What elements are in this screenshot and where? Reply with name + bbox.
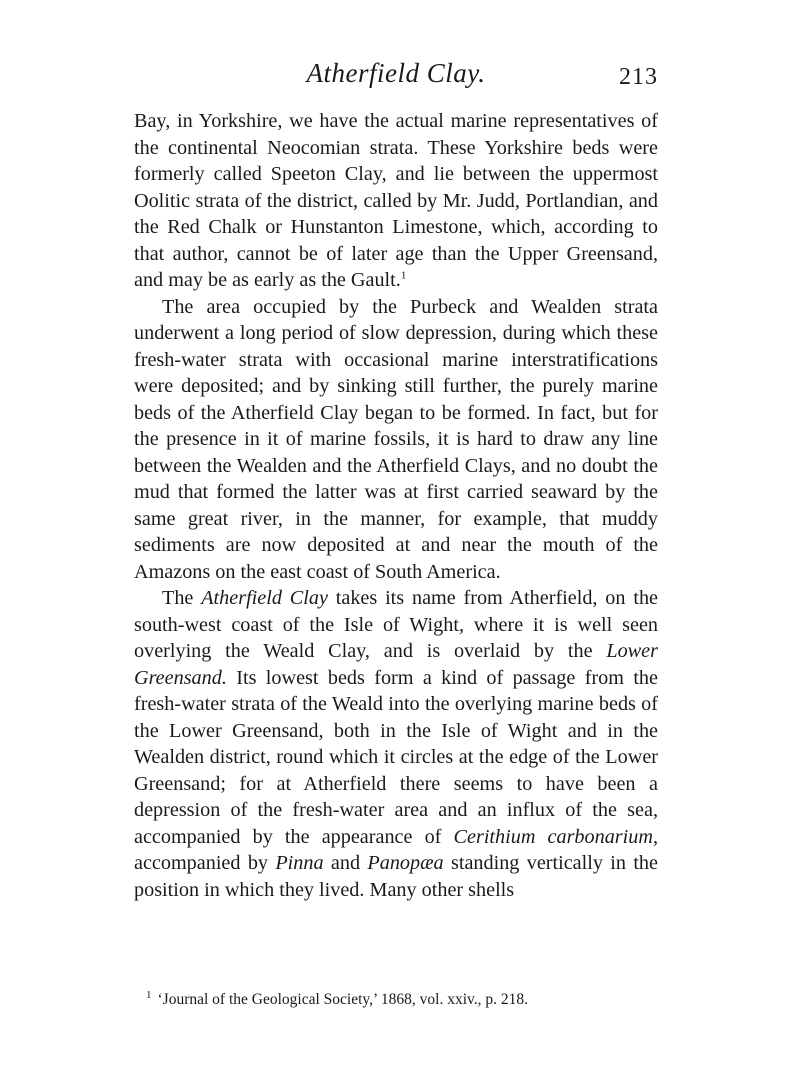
paragraph-3-part-b: takes its name from Atherfield, on the south-west coast of the Isle of Wight, where it is well seen overlying the Weald Clay, and is overlaid by the (134, 587, 658, 662)
term-pinna: Pinna (275, 852, 324, 874)
footnote-text: ‘Journal of the Geological Society,’ 1868, vol. xxiv., p. 218. (157, 991, 528, 1009)
running-title: Atherfield Clay. (306, 58, 486, 88)
paragraph-3 (134, 585, 658, 903)
paragraph-2: The area occupied by the Purbeck and Wealden strata underwent a long period of slow depression, during which these fresh-water strata with occasional marine interstratifications were deposited; and by sinking still further, the purely marine beds of the Atherfield Clay began to be formed. In fact, but for the presence in it of marine fossils, it is hard to draw any line between the Wealden and the Atherfield Clays, and no doubt the mud that formed the latter was at first carried seaward by the same great river, in the manner, for example, that muddy sediments are now deposited at and near the mouth of the Amazons on the east coast of South America. (134, 295, 658, 583)
paragraph-1 (134, 108, 658, 294)
paragraph-1-text: Bay, in Yorkshire, we have the actual marine representatives of the continental Neocomian strata. These Yorkshire beds were formerly called Speeton Clay, and lie between the uppermost Oolitic strata of the district, called by Mr. Judd, Portlandian, and the Red Chalk or Hunstanton Limestone, which, according to that author, cannot be of later age than the Upper Greensand, and may be as early as the Gault. (134, 110, 658, 291)
paragraph-3-part-e: and (323, 852, 368, 874)
term-panopaea: Panopæa (367, 852, 444, 874)
term-lower-greensand: Lower Greensand. (134, 640, 658, 689)
page-header (134, 58, 658, 98)
paragraph-3-part-f: standing vertically in the position in which they lived. Many other shells (134, 852, 658, 901)
footnote-reference: 1 (400, 269, 407, 282)
term-atherfield-clay: Atherfield Clay (201, 587, 328, 609)
footnote-mark: 1 (146, 989, 152, 1001)
paragraph-3-part-a: The (162, 587, 202, 609)
paragraph-3-part-d: , accompanied by (134, 825, 658, 874)
term-cerithium-carbonarium: Cerithium carbonarium (453, 825, 653, 848)
page-number: 213 (619, 64, 658, 90)
body-text (134, 108, 658, 903)
footnote (146, 985, 658, 1010)
paragraph-3-part-c: Its lowest beds form a kind of passage from the fresh-water strata of the Weald into the overlying marine beds of the Lower Greensand, both in the Isle of Wight and in the Wealden district, round which it circles at the edge of the Lower Greensand; for at Atherfield there seems to have been a depression of the fresh-water area and an influx of the sea, accompanied by the appearance of (134, 666, 658, 848)
